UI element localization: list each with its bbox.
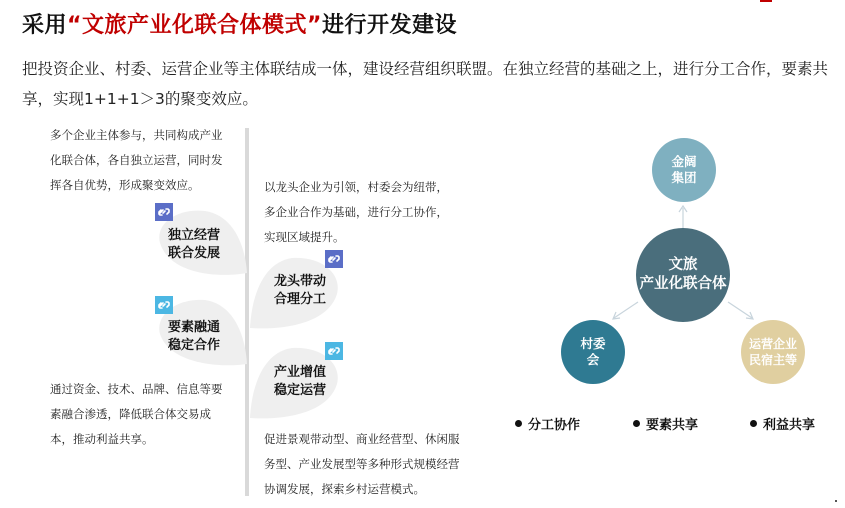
intro-paragraph: 把投资企业、村委、运营企业等主体联结成一体，建设经营组织联盟。在独立经营的基础之上，进行分工合作，要素共享，实现1+1+1＞3的聚变效应。	[22, 60, 829, 108]
bullet-dot-icon	[633, 420, 640, 427]
description-right-2: 促进景观带动型、商业经营型、休闲服务型、产业发展型等多种形式规模经营协调发展，探索乡村运营模式。	[264, 432, 460, 496]
description-left-1: 多个企业主体参与，共同构成产业化联合体，各自独立运营，同时发挥各自优势，形成聚变效应。	[50, 128, 223, 192]
bullet-item-2	[633, 414, 698, 433]
bullet-item-3	[750, 414, 815, 433]
node-center: 文旅 产业化联合体	[636, 228, 730, 322]
leaf-label-line1: 龙头带动	[274, 274, 327, 289]
bullet-dot-icon	[750, 420, 757, 427]
leaf-label-line1: 要素融通	[168, 320, 221, 335]
bullet-label: 要素共享	[646, 418, 699, 433]
title-highlight: “文旅产业化联合体模式”	[67, 13, 322, 38]
title-suffix: 进行开发建设	[321, 13, 457, 38]
bullet-item-1	[515, 414, 580, 433]
leaf-label-line2: 联合发展	[168, 246, 221, 261]
node-left: 村委 会	[561, 320, 625, 384]
leaf-label-line2: 稳定运营	[274, 383, 327, 398]
leaf-label-line1: 独立经营	[168, 228, 221, 243]
bullet-dot-icon	[515, 420, 522, 427]
corner-dot	[835, 500, 837, 502]
bullet-label: 利益共享	[763, 418, 816, 433]
leaf-label-line2: 稳定合作	[168, 338, 221, 353]
description-right-1: 以龙头企业为引领，村委会为纽带，多企业合作为基础，进行分工协作，实现区域提升。	[264, 180, 448, 244]
bullet-label: 分工协作	[528, 418, 581, 433]
leaf-label-line2: 合理分工	[274, 292, 327, 307]
node-top: 金阔 集团	[652, 138, 716, 202]
leaf-label-line1: 产业增值	[274, 365, 327, 380]
title-prefix: 采用	[22, 13, 68, 38]
node-right: 运营企业 民宿主等	[741, 320, 805, 384]
description-left-2: 通过资金、技术、品牌、信息等要素融合渗透，降低联合体交易成本，推动利益共享。	[50, 382, 223, 446]
